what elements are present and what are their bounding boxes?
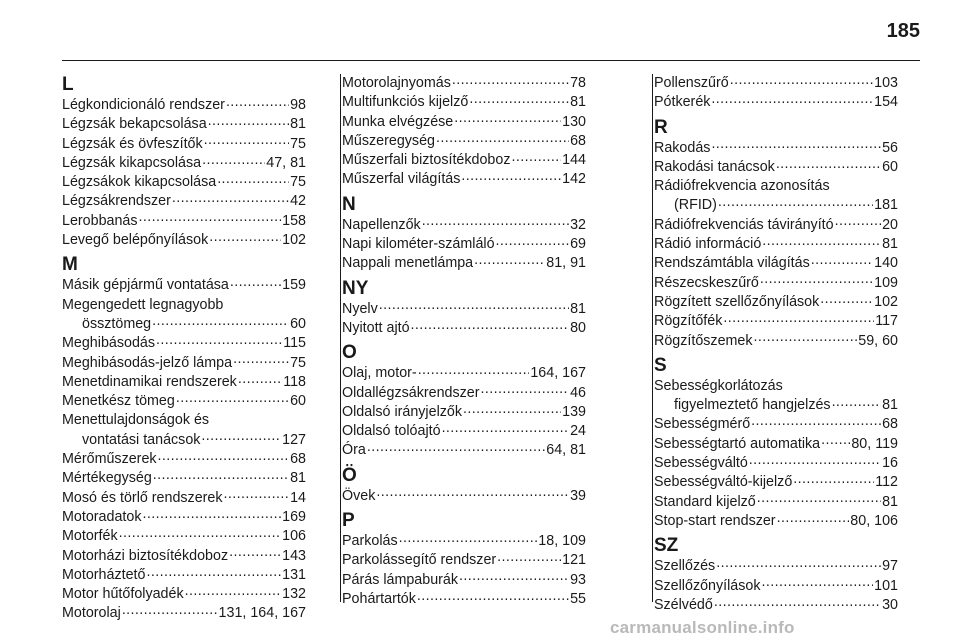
index-entry	[654, 332, 898, 351]
index-entry-pages: 32	[570, 216, 586, 233]
index-entry-pages: 97	[882, 558, 898, 575]
index-entry-label: Légzsák és övfeszítők	[62, 135, 203, 152]
dot-leader	[757, 494, 881, 506]
index-entry-label: Rendszámtábla világítás	[654, 255, 810, 272]
index-entry	[654, 274, 898, 293]
index-entry	[62, 115, 306, 134]
index-entry-label: Meghibásodás	[62, 335, 155, 352]
index-entry	[62, 135, 306, 154]
index-entry-pages: 102	[282, 232, 306, 249]
index-entry-label: Rádiófrekvenciás távirányító	[654, 216, 834, 233]
dot-leader	[201, 432, 281, 444]
dot-leader	[762, 236, 881, 248]
index-entry-label: Sebességváltó	[654, 455, 748, 472]
page-number: 185	[886, 20, 920, 42]
index-column-2	[342, 74, 586, 614]
dot-leader	[711, 94, 873, 106]
index-entry	[342, 132, 586, 151]
index-entry-label: Rögzített szellőzőnyílások	[654, 293, 820, 310]
index-entry-pages: 143	[282, 547, 306, 564]
dot-leader	[204, 136, 289, 148]
index-entry-label: Rakodás	[654, 139, 711, 156]
section-letter: R	[654, 116, 668, 138]
index-entry	[342, 151, 586, 170]
dot-leader	[436, 133, 569, 145]
index-entry	[62, 315, 306, 334]
index-entry-pages: 81	[570, 94, 586, 111]
index-entry-label: Menetkész tömeg	[62, 393, 175, 410]
index-entry-pages: 140	[874, 255, 898, 272]
index-entry-pages: 118	[283, 373, 306, 390]
index-entry	[62, 489, 306, 508]
index-entry-pages: 115	[283, 335, 306, 352]
index-entry-label: Motor hűtőfolyadék	[62, 586, 184, 603]
dot-leader	[176, 393, 289, 405]
index-entry-pages: 75	[290, 135, 306, 152]
dot-leader	[156, 335, 282, 347]
index-entry-pages: 80, 119	[851, 435, 898, 452]
dot-leader	[480, 385, 569, 397]
dot-leader	[202, 155, 265, 167]
section-letter: P	[342, 510, 355, 532]
index-entry-pages: 64, 81	[546, 442, 586, 459]
index-entry-label: Motorházi biztosítékdoboz	[62, 547, 229, 564]
dot-leader	[497, 552, 561, 564]
section-letter: Ö	[342, 464, 357, 486]
header-rule	[62, 60, 920, 61]
index-entry	[62, 547, 306, 566]
index-entry-label: Stop-start rendszer	[654, 512, 776, 529]
index-entry	[342, 254, 586, 273]
dot-leader	[233, 355, 289, 367]
dot-leader	[122, 605, 218, 617]
dot-leader	[152, 316, 289, 328]
index-entry-pages: 68	[290, 451, 306, 468]
index-entry-pages: 20	[882, 216, 898, 233]
index-entry-pages: 164, 167	[530, 365, 586, 382]
index-entry-label: Részecskeszűrő	[654, 274, 759, 291]
column-divider	[340, 74, 341, 602]
dot-leader	[399, 533, 538, 545]
dot-leader	[718, 197, 873, 209]
index-entry-label: Övek	[342, 487, 376, 504]
index-entry	[62, 508, 306, 527]
index-entry-pages: 60	[290, 315, 306, 332]
section-letter: S	[654, 354, 667, 376]
index-entry-pages: 46	[570, 384, 586, 401]
index-entry-pages: 93	[570, 571, 586, 588]
index-entry-heading: Sebességkorlátozás	[654, 377, 783, 394]
dot-leader	[238, 374, 282, 386]
index-entry	[342, 113, 586, 132]
index-column-3	[654, 74, 898, 614]
index-entry	[654, 293, 898, 312]
index-entry-pages: 69	[570, 236, 586, 253]
index-entry	[342, 216, 586, 235]
index-entry-label: Sebességtartó automatika	[654, 435, 821, 452]
index-entry-pages: 75	[290, 354, 306, 371]
index-entry-label: Parkolás	[342, 533, 398, 550]
index-entry-label: Nyelv	[342, 300, 378, 317]
index-entry	[342, 384, 586, 403]
dot-leader	[411, 320, 570, 332]
index-entry-pages: 121	[562, 552, 586, 569]
index-entry	[342, 403, 586, 422]
index-entry-label: Napi kilométer-számláló	[342, 236, 495, 253]
dot-leader	[793, 474, 874, 486]
index-entry-pages: 158	[282, 212, 306, 229]
index-entry-pages: 98	[290, 97, 306, 113]
index-entry-label: Pollenszűrő	[654, 75, 729, 91]
dot-leader	[776, 159, 881, 171]
dot-leader	[217, 174, 289, 186]
section-letter: N	[342, 193, 356, 215]
dot-leader	[762, 578, 874, 590]
index-entry-label: össztömeg	[82, 315, 152, 332]
dot-leader	[454, 114, 561, 126]
index-entry-label: Rakodási tanácsok	[654, 158, 775, 175]
index-entry-label: figyelmeztető hangjelzés	[674, 397, 831, 414]
index-entry-label: Rögzítőfék	[654, 313, 723, 330]
index-entry	[62, 450, 306, 469]
index-entry	[654, 254, 898, 273]
index-entry	[654, 493, 898, 512]
index-entry-pages: 81	[570, 300, 586, 317]
index-entry-pages: 55	[570, 590, 586, 607]
index-entry-pages: 139	[562, 403, 586, 420]
dot-leader	[461, 171, 561, 183]
dot-leader	[422, 217, 569, 229]
index-entry	[62, 431, 306, 450]
dot-leader	[442, 423, 570, 435]
dot-leader	[418, 365, 530, 377]
dot-leader	[226, 97, 289, 109]
index-entry	[62, 373, 306, 392]
index-entry-label: Óra	[342, 442, 366, 459]
index-entry-pages: 109	[874, 274, 898, 291]
index-entry-heading: Menettulajdonságok és	[62, 412, 210, 429]
index-entry-label: Rögzítőszemek	[654, 332, 753, 349]
section-letter: L	[62, 74, 74, 95]
index-entry	[62, 173, 306, 192]
index-entry-pages: 75	[290, 174, 306, 191]
index-entry	[342, 235, 586, 254]
index-entry-label: Mosó és törlő rendszerek	[62, 489, 223, 506]
dot-leader	[452, 75, 569, 87]
index-entry	[342, 319, 586, 338]
index-entry	[654, 139, 898, 158]
index-entry	[342, 551, 586, 570]
index-entry	[654, 596, 898, 615]
index-entry-pages: 18, 109	[538, 533, 586, 550]
dot-leader	[749, 455, 881, 467]
index-entry	[342, 170, 586, 189]
dot-leader	[172, 193, 289, 205]
index-entry	[342, 300, 586, 319]
index-entry	[654, 158, 898, 177]
index-entry-label: Szellőzés	[654, 558, 716, 575]
index-entry-label: Légzsákok kikapcsolása	[62, 174, 217, 191]
index-entry-pages: 169	[282, 508, 306, 525]
index-entry-pages: 101	[874, 577, 898, 594]
dot-leader	[723, 313, 874, 325]
index-entry-pages: 154	[874, 94, 898, 111]
index-entry	[654, 396, 898, 415]
dot-leader	[230, 277, 281, 289]
index-entry-label: Légzsák kikapcsolása	[62, 154, 202, 171]
index-entry-label: Motoradatok	[62, 508, 142, 525]
index-entry-pages: 30	[882, 596, 898, 613]
index-entry-label: vontatási tanácsok	[82, 431, 201, 448]
index-entry-label: Oldallégzsákrendszer	[342, 384, 480, 401]
index-entry-pages: 117	[875, 313, 898, 330]
section-letter: NY	[342, 277, 369, 299]
index-entry-label: Pótkerék	[654, 94, 711, 111]
index-entry	[342, 532, 586, 551]
index-entry-label: Műszerfal világítás	[342, 171, 461, 188]
index-entry	[654, 415, 898, 434]
index-entry-label: (RFID)	[674, 197, 717, 214]
index-entry	[654, 435, 898, 454]
index-entry-label: Meghibásodás-jelző lámpa	[62, 354, 233, 371]
index-entry	[342, 571, 586, 590]
index-entry-label: Munka elvégzése	[342, 113, 454, 130]
dot-leader	[463, 404, 561, 416]
index-entry	[62, 527, 306, 546]
index-entry-pages: 181	[874, 197, 898, 214]
dot-leader	[146, 567, 281, 579]
index-entry	[62, 212, 306, 231]
index-entry-heading: Megengedett legnagyobb	[62, 296, 224, 313]
index-entry-label: Műszerfali biztosítékdoboz	[342, 152, 511, 169]
dot-leader	[224, 490, 290, 502]
index-entry-label: Motorolaj	[62, 605, 121, 622]
index-entry	[62, 354, 306, 373]
dot-leader	[777, 513, 850, 525]
index-entry-pages: 81	[882, 236, 898, 253]
index-entry-pages: 127	[282, 431, 306, 448]
index-entry-label: Napellenzők	[342, 216, 421, 233]
index-entry-pages: 130	[562, 113, 586, 130]
index-entry	[654, 235, 898, 254]
dot-leader	[376, 488, 569, 500]
index-entry	[654, 454, 898, 473]
index-entry	[654, 93, 898, 112]
column-divider	[652, 74, 653, 602]
index-entry-pages: 112	[875, 474, 898, 491]
dot-leader	[153, 470, 289, 482]
section-letter: O	[342, 342, 357, 364]
index-entry-label: Szélvédő	[654, 596, 713, 613]
index-entry-pages: 39	[570, 487, 586, 504]
dot-leader	[185, 586, 282, 598]
dot-leader	[835, 217, 882, 229]
index-entry	[342, 441, 586, 460]
dot-leader	[119, 528, 282, 540]
index-entry-pages: 81	[882, 397, 898, 414]
index-entry	[342, 364, 586, 383]
index-entry-pages: 81	[882, 493, 898, 510]
index-entry-label: Légzsákrendszer	[62, 193, 171, 210]
dot-leader	[158, 451, 290, 463]
index-entry-pages: 78	[570, 75, 586, 91]
index-entry-label: Standard kijelző	[654, 493, 756, 510]
index-entry-pages: 60	[290, 393, 306, 410]
index-entry	[342, 590, 586, 609]
index-entry-label: Olaj, motor-	[342, 365, 417, 382]
dot-leader	[832, 397, 882, 409]
index-entry-label: Nyitott ajtó	[342, 319, 410, 336]
index-entry-pages: 56	[882, 139, 898, 156]
index-entry-pages: 159	[282, 277, 306, 294]
index-entry-label: Motorfék	[62, 528, 118, 545]
dot-leader	[754, 333, 858, 345]
index-entry-label: Légkondicionáló rendszer	[62, 97, 225, 113]
index-entry-pages: 81	[290, 470, 306, 487]
index-entry-pages: 68	[882, 416, 898, 433]
dot-leader	[474, 255, 545, 267]
index-entry-label: Sebességváltó-kijelző	[654, 474, 793, 491]
index-entry	[62, 154, 306, 173]
section-letter: M	[62, 254, 78, 276]
dot-leader	[142, 509, 281, 521]
dot-leader	[469, 94, 569, 106]
index-entry-pages: 131	[282, 566, 306, 583]
index-entry-pages: 60	[882, 158, 898, 175]
index-entry-label: Multifunkciós kijelző	[342, 94, 469, 111]
index-entry-pages: 103	[874, 75, 898, 91]
dot-leader	[139, 213, 282, 225]
index-entry-label: Motorolajnyomás	[342, 75, 451, 91]
index-entry-pages: 80, 106	[850, 512, 898, 529]
index-entry	[62, 585, 306, 604]
dot-leader	[229, 548, 281, 560]
index-entry-label: Lerobbanás	[62, 212, 138, 229]
index-entry	[62, 392, 306, 411]
dot-leader	[751, 416, 881, 428]
index-entry	[654, 216, 898, 235]
index-entry-label: Menetdinamikai rendszerek	[62, 373, 237, 390]
index-entry	[62, 469, 306, 488]
dot-leader	[711, 140, 881, 152]
index-entry	[342, 93, 586, 112]
dot-leader	[367, 442, 545, 454]
index-entry	[62, 231, 306, 250]
index-entry-label: Levegő belépőnyílások	[62, 232, 209, 249]
index-entry	[62, 604, 306, 623]
index-entry-label: Szellőzőnyílások	[654, 577, 761, 594]
index-entry-label: Oldalsó tolóajtó	[342, 423, 441, 440]
index-entry	[342, 74, 586, 93]
index-entry-pages: 42	[290, 193, 306, 210]
dot-leader	[496, 236, 570, 248]
index-entry-label: Pohártartók	[342, 590, 416, 607]
dot-leader	[208, 116, 289, 128]
index-entry	[62, 192, 306, 211]
index-entry	[654, 74, 898, 93]
index-entry	[654, 557, 898, 576]
index-entry-pages: 47, 81	[266, 154, 306, 171]
index-entry-label: Légzsák bekapcsolása	[62, 116, 207, 133]
index-entry-label: Sebességmérő	[654, 416, 751, 433]
index-entry	[62, 566, 306, 585]
index-entry-label: Mérőműszerek	[62, 451, 157, 468]
index-entry-label: Másik gépjármű vontatása	[62, 277, 229, 294]
index-entry-label: Műszeregység	[342, 132, 435, 149]
index-entry	[62, 276, 306, 295]
dot-leader	[511, 152, 561, 164]
index-entry	[62, 96, 306, 115]
index-entry	[654, 312, 898, 331]
dot-leader	[811, 255, 873, 267]
index-entry-label: Párás lámpaburák	[342, 571, 459, 588]
index-entry-label: Nappali menetlámpa	[342, 255, 474, 272]
index-entry-pages: 106	[282, 528, 306, 545]
index-entry-label: Rádió információ	[654, 236, 762, 253]
dot-leader	[820, 294, 873, 306]
dot-leader	[209, 232, 281, 244]
index-entry-pages: 132	[282, 586, 306, 603]
index-entry-pages: 14	[290, 489, 306, 506]
index-entry-label: Motorháztető	[62, 566, 146, 583]
dot-leader	[417, 591, 569, 603]
dot-leader	[459, 572, 569, 584]
watermark: carmanualsonline.info	[610, 618, 795, 637]
index-entry-pages: 16	[882, 455, 898, 472]
dot-leader	[379, 301, 569, 313]
dot-leader	[821, 436, 850, 448]
index-entry-pages: 144	[562, 152, 586, 169]
index-entry	[654, 512, 898, 531]
index-entry-label: Oldalsó irányjelzők	[342, 403, 462, 420]
index-entry-pages: 131, 164, 167	[218, 605, 306, 622]
index-entry-heading: Rádiófrekvencia azonosítás	[654, 178, 830, 195]
index-columns	[62, 74, 920, 622]
index-entry-pages: 142	[562, 171, 586, 188]
index-entry	[342, 487, 586, 506]
index-entry-pages: 81	[290, 116, 306, 133]
index-entry-label: Mértékegység	[62, 470, 152, 487]
dot-leader	[714, 597, 881, 609]
section-letter: SZ	[654, 535, 679, 557]
index-column-1	[62, 74, 306, 622]
index-entry-label: Parkolássegítő rendszer	[342, 552, 497, 569]
index-entry	[62, 334, 306, 353]
index-entry-pages: 24	[570, 423, 586, 440]
index-entry-pages: 81, 91	[546, 255, 586, 272]
index-entry-pages: 68	[570, 132, 586, 149]
dot-leader	[730, 75, 873, 87]
index-entry	[654, 577, 898, 596]
index-entry-pages: 80	[570, 319, 586, 336]
index-entry	[342, 422, 586, 441]
index-entry-pages: 59, 60	[858, 332, 898, 349]
dot-leader	[716, 558, 881, 570]
index-entry-pages: 102	[874, 293, 898, 310]
index-entry	[654, 473, 898, 492]
dot-leader	[760, 275, 873, 287]
index-entry	[654, 196, 898, 215]
